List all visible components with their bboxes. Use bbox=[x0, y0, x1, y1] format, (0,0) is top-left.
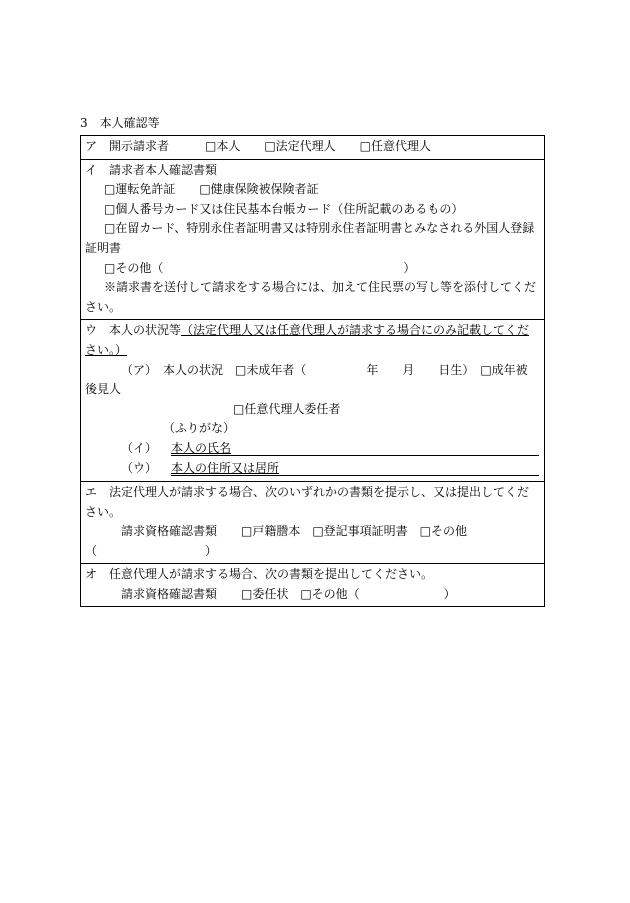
principal-name-row bbox=[85, 439, 539, 459]
legal-agent-docs-line[interactable]: 請求資格確認書類 □戸籍謄本 □登記事項証明書 □その他 bbox=[121, 524, 468, 539]
section-a-requester bbox=[81, 136, 544, 159]
id-option-residence-card[interactable]: □在留カード、特別永住者証明書又は特別永住者証明書とみなされる外国人登録証明書 bbox=[85, 221, 535, 255]
id-option-other[interactable]: □その他（ ） bbox=[104, 260, 416, 275]
principal-name-text: 本人の氏名 bbox=[171, 440, 232, 455]
id-documents-title: イ 請求者本人確認書類 bbox=[85, 162, 218, 177]
section-u-principal-status bbox=[81, 319, 544, 481]
principal-name-field[interactable] bbox=[171, 439, 539, 456]
identity-verification-form bbox=[80, 135, 545, 607]
principal-status-title-lead: ウ 本人の状況等 bbox=[85, 323, 182, 338]
principal-address-label: （ウ） bbox=[121, 460, 158, 475]
principal-status-line[interactable]: （ア） 本人の状況 □未成年者（ 年 月 日生） □成年被後見人 bbox=[85, 362, 528, 397]
section-e-legal-agent bbox=[81, 481, 544, 563]
section-heading: 3 本人確認等 bbox=[80, 116, 160, 130]
id-option-license-insurance[interactable]: □運転免許証 □健康保険被保険者証 bbox=[104, 182, 319, 197]
voluntary-agent-title: オ 任意代理人が請求する場合、次の書類を提出してください。 bbox=[85, 567, 434, 582]
furigana-label: （ふりがな） bbox=[163, 421, 236, 436]
principal-address-field[interactable] bbox=[171, 459, 539, 476]
principal-address-text: 本人の住所又は居所 bbox=[171, 460, 280, 475]
principal-name-label: （イ） bbox=[121, 440, 158, 455]
voluntary-agent-docs-line[interactable]: 請求資格確認書類 □委任状 □その他（ ） bbox=[121, 586, 456, 601]
agent-principal-option[interactable]: □任意代理人委任者 bbox=[233, 401, 341, 416]
section-o-voluntary-agent bbox=[81, 563, 544, 606]
principal-address-row bbox=[85, 459, 539, 479]
section-i-id-documents bbox=[81, 159, 544, 320]
principal-status-title-note: （法定代理人又は任意代理人が請求する場合にのみ記載してください。） bbox=[85, 323, 530, 357]
id-option-mynumber-card[interactable]: □個人番号カード又は住民基本台帳カード（住所記載のあるもの） bbox=[104, 201, 464, 216]
legal-agent-other-field[interactable]: （ ） bbox=[85, 543, 218, 558]
requester-type-line[interactable]: ア 開示請求者 □本人 □法定代理人 □任意代理人 bbox=[85, 139, 432, 153]
principal-status-title bbox=[85, 321, 539, 360]
mail-request-note: ※請求書を送付して請求をする場合には、加えて住民票の写し等を添付してください。 bbox=[85, 280, 537, 314]
legal-agent-title: エ 法定代理人が請求する場合、次のいずれかの書類を提示し、又は提出してください。 bbox=[85, 484, 530, 519]
